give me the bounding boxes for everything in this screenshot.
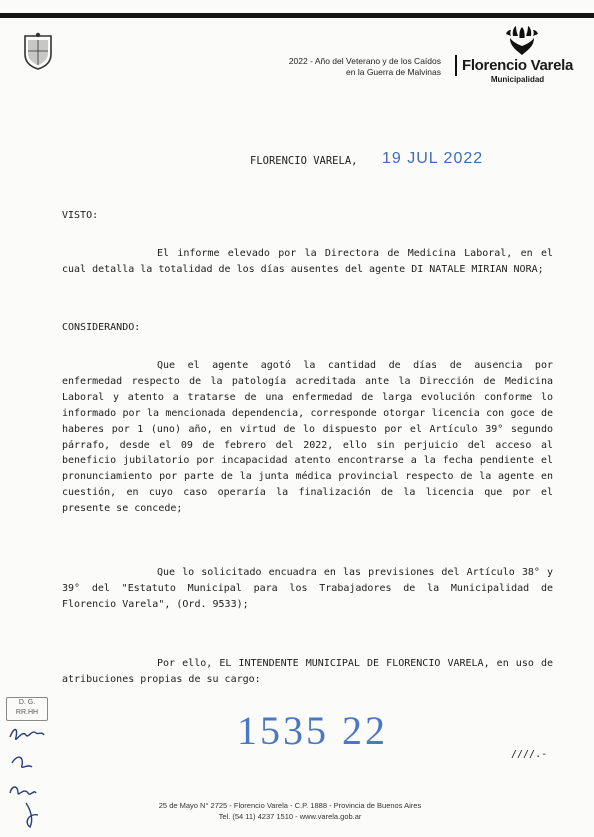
stamp-line-2: RR.HH — [15, 709, 39, 716]
visto-heading: VISTO: — [62, 210, 99, 221]
footer-address: 25 de Mayo N° 2725 - Florencio Varela - C.P. 1888 - Provincia de Buenos Aires — [158, 801, 422, 810]
handwritten-initials-signature — [4, 723, 48, 829]
continuation-marks: ////.- — [511, 749, 548, 760]
visto-paragraph: El informe elevado por la Directora de Medicina Laboral, en el cual detalla la totalidad de los días ausentes del agente DI NATALE MIRIAN NORA; — [62, 248, 553, 275]
top-border-bar — [0, 13, 594, 18]
margin-initials-stamp — [4, 693, 48, 829]
municipality-brand — [460, 24, 575, 86]
considerando-paragraph-1: Que el agente agotó la cantidad de días de ausencia por enfermedad respecto de la patología acreditada ante la Dirección de Medicina Laboral y atento a tratarse de una enfermedad de larga evolución conforme lo informado por la mencionada dependencia, corresponde otorgar licencia con goce de haberes por 1 (uno) año, en virtud de lo dispuesto por el Artículo 39° segundo párrafo, desde el 09 de febrero del 2022, ello sin perjuicio del acceso al beneficio jubilatorio por incapacidad atento encontrarse a la fecha pendiente el pronunciamiento por parte de la junta médica provincial respecto de la agente en cuestión, en cuyo caso operaría la finalización de la licencia que por el presente se concede; — [62, 360, 553, 515]
date-line-prefix: FLORENCIO VARELA, — [250, 155, 358, 167]
florencio-varela-logo-icon — [504, 24, 540, 56]
motto-line-1: 2022 - Año del Veterano y de los Caídos — [288, 56, 441, 66]
stamp-line-1: D. G. — [18, 699, 36, 706]
considerando-heading: CONSIDERANDO: — [62, 322, 141, 333]
resolution-number-stamp: 1535 22 — [237, 708, 388, 753]
footer-contact: Tel. (54 11) 4237 1510 - www.varela.gob.ar — [218, 812, 362, 821]
considerando-paragraph-2: Que lo solicitado encuadra en las previsiones del Artículo 38° y 39° del "Estatuto Municipal para los Trabajadores de la Municipalidad de Florencio Varela", (Ord. 9533); — [62, 567, 553, 610]
brand-subtitle: Municipalidad — [490, 75, 545, 84]
municipal-crest-icon — [23, 32, 53, 70]
header-divider — [455, 55, 457, 76]
date-stamp: 19 JUL 2022 — [382, 150, 484, 167]
rrhh-stamp-box — [6, 697, 48, 721]
brand-name: Florencio Varela — [461, 57, 574, 74]
institutional-motto — [230, 56, 441, 78]
por-ello-paragraph: Por ello, EL INTENDENTE MUNICIPAL DE FLORENCIO VARELA, en uso de atribuciones propias de su cargo: — [62, 658, 553, 685]
motto-line-2: en la Guerra de Malvinas — [346, 67, 441, 77]
